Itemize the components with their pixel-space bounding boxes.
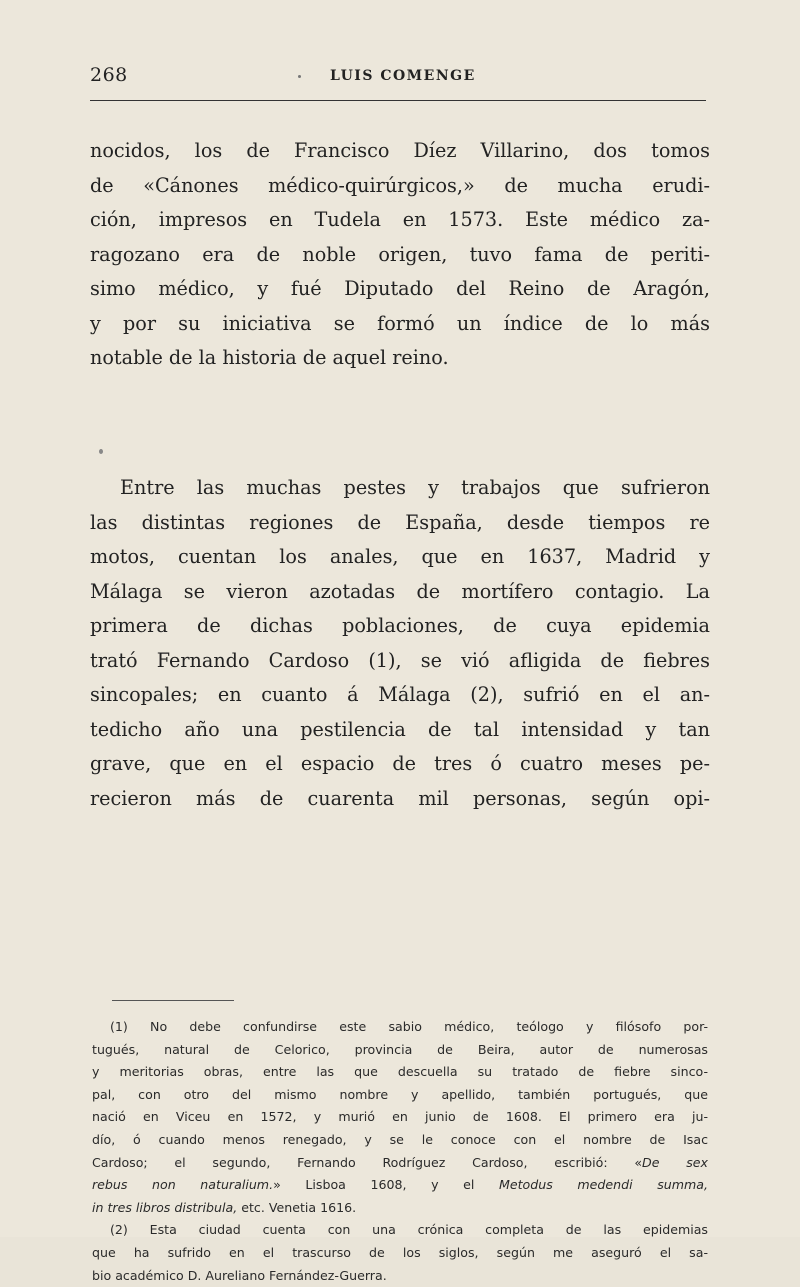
text-line: las distintas regiones de España, desde tiempos re <box>90 510 710 534</box>
work-title: De sex <box>642 1154 708 1170</box>
text-line: y por su iniciativa se formó un índice de lo más <box>90 311 710 335</box>
text-line: trató Fernando Cardoso (1), se vió afligida de fiebres <box>90 648 710 672</box>
footnote-line: (1) No debe confundirse este sabio médico, teólogo y filósofo por- <box>110 1019 708 1034</box>
footnote-line: tugués, natural de Celorico, provincia de Beira, autor de numerosas <box>92 1041 708 1057</box>
work-title: rebus non naturalium. <box>92 1177 274 1193</box>
text-line: simo médico, y fué Diputado del Reino de Aragón, <box>90 277 710 300</box>
paragraph-2 <box>90 471 710 816</box>
footnotes <box>92 1016 708 1287</box>
footnote-text: » Lisboa 1608, y el <box>273 1177 499 1193</box>
footnote-line: dío, ó cuando menos renegado, y se le conoce con el nombre de Isac <box>92 1131 708 1147</box>
header-rule <box>90 100 706 101</box>
text-line: ragozano era de noble origen, tuvo fama de periti- <box>90 242 710 266</box>
footnote-line: nació en Viceu en 1572, y murió en junio de 1608. El primero era ju- <box>92 1109 708 1125</box>
paragraph-1 <box>90 134 710 376</box>
footnote-1 <box>92 1016 708 1219</box>
text-line: nocidos, los de Francisco Díez Villarino, dos tomos <box>90 139 710 162</box>
footnote-line <box>92 1197 708 1220</box>
text-line: Málaga se vieron azotadas de mortífero contagio. La <box>90 579 710 603</box>
footnote-line: que ha sufrido en el trascurso de los siglos, según me aseguró el sa- <box>92 1244 708 1260</box>
work-title: in tres libros distribula, <box>92 1199 238 1215</box>
footnote-line: bio académico D. Aureliano Fernández-Guerra. <box>92 1267 387 1283</box>
print-speck <box>99 449 103 454</box>
footnote-line: pal, con otro del mismo nombre y apellido, también portugués, que <box>92 1086 708 1102</box>
footnote-line <box>92 1174 708 1197</box>
text-line: recieron más de cuarenta mil personas, según opi- <box>90 786 710 810</box>
footnote-2 <box>92 1219 708 1287</box>
text-line: primera de dichas poblaciones, de cuya epidemia <box>90 614 710 637</box>
text-line: tedicho año una pestilencia de tal intensidad y tan <box>90 717 710 741</box>
footnote-text: etc. Venetia 1616. <box>237 1199 357 1215</box>
print-speck <box>298 75 301 78</box>
footnote-line: (2) Esta ciudad cuenta con una crónica completa de las epidemias <box>110 1222 708 1238</box>
text-line: ción, impresos en Tudela en 1573. Este médico za- <box>90 208 710 231</box>
footnote-line <box>92 1152 708 1175</box>
footnote-text: Cardoso; el segundo, Fernando Rodríguez Cardoso, escribió: « <box>92 1154 643 1170</box>
footnote-rule <box>112 1000 234 1001</box>
text-line: Entre las muchas pestes y trabajos que sufrieron <box>120 476 710 499</box>
text-line: de «Cánones médico-quirúrgicos,» de mucha erudi- <box>90 173 710 197</box>
page-header <box>90 64 710 104</box>
page-number: 268 <box>90 64 128 86</box>
text-line: motos, cuentan los anales, que en 1637, Madrid y <box>90 545 710 568</box>
text-line: sincopales; en cuanto á Málaga (2), sufrió en el an- <box>90 683 710 706</box>
footnote-line: y meritorias obras, entre las que descuella su tratado de fiebre sinco- <box>92 1064 708 1080</box>
text-line: grave, que en el espacio de tres ó cuatro meses pe- <box>90 752 710 775</box>
work-title: Metodus medendi summa, <box>498 1177 708 1193</box>
text-line: notable de la historia de aquel reino. <box>90 346 449 369</box>
running-head: LUIS COMENGE <box>330 68 476 84</box>
